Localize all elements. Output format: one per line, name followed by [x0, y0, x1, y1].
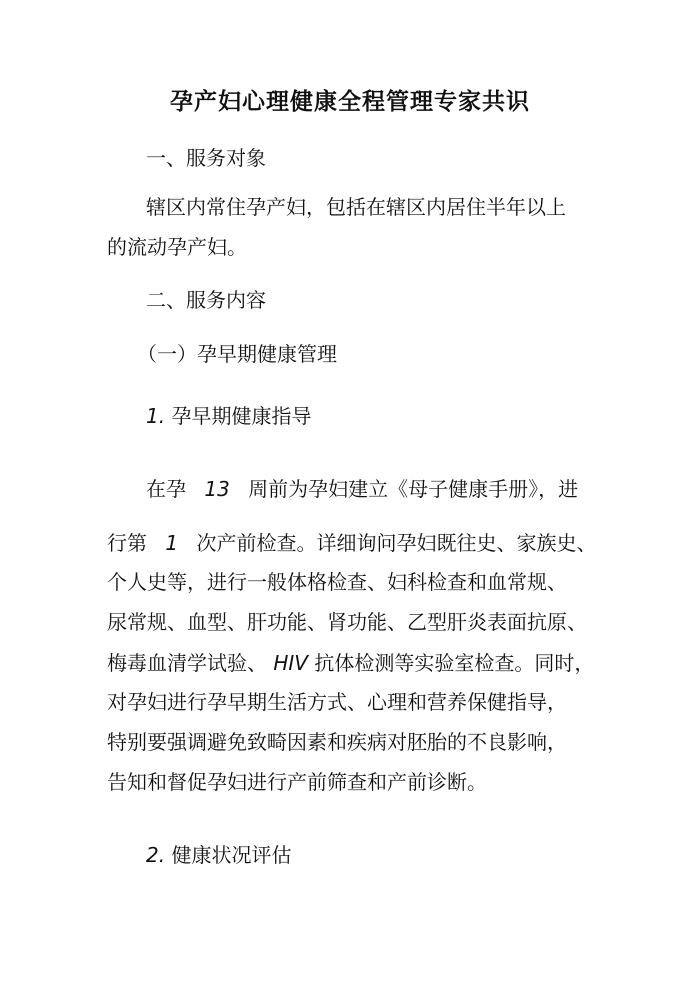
number-run: 1 [165, 531, 179, 555]
paragraph-line: 特别要强调避免致畸因素和疾病对胚胎的不良影响， [107, 730, 567, 754]
paragraph-line [107, 651, 594, 675]
text-run: 抗体检测等实验室检查。同时， [314, 651, 595, 675]
page-title: 孕产妇心理健康全程管理专家共识 [170, 88, 530, 115]
item-heading-text: 健康状况评估 [171, 843, 292, 867]
text-run: 梅毒血清学试验、 [107, 651, 267, 675]
paragraph-line: 对孕妇进行孕早期生活方式、心理和营养保健指导， [107, 690, 567, 714]
section-heading-service-content: 二、服务内容 [146, 288, 266, 312]
item-number: 2. [146, 843, 166, 867]
number-run: 13 [204, 477, 230, 501]
text-run: 在孕 [146, 477, 186, 501]
paragraph-line: 的流动孕产妇。 [107, 235, 247, 259]
paragraph-line: 尿常规、血型、肝功能、肾功能、乙型肝炎表面抗原、 [107, 610, 587, 634]
paragraph-line [146, 477, 578, 501]
item-heading-health-assessment [146, 843, 291, 867]
item-heading-text: 孕早期健康指导 [171, 404, 312, 428]
text-run: 次产前检查。详细询问孕妇既往史、家族史、 [196, 531, 597, 555]
text-run: 行第 [107, 531, 147, 555]
paragraph-line: 个人史等，进行一般体格检查、妇科检查和血常规、 [107, 570, 567, 594]
paragraph-line [107, 531, 596, 555]
item-number: 1. [146, 404, 166, 428]
text-run: 周前为孕妇建立《母子健康手册》，进 [248, 477, 579, 501]
paragraph-line: 告知和督促孕妇进行产前筛查和产前诊断。 [107, 770, 487, 794]
number-run: HIV [273, 651, 308, 675]
item-heading-early-guidance [146, 404, 311, 428]
section-heading-service-target: 一、服务对象 [146, 146, 266, 170]
subsection-heading-early-pregnancy: （一）孕早期健康管理 [137, 342, 337, 366]
paragraph-line: 辖区内常住孕产妇，包括在辖区内居住半年以上 [146, 195, 566, 219]
